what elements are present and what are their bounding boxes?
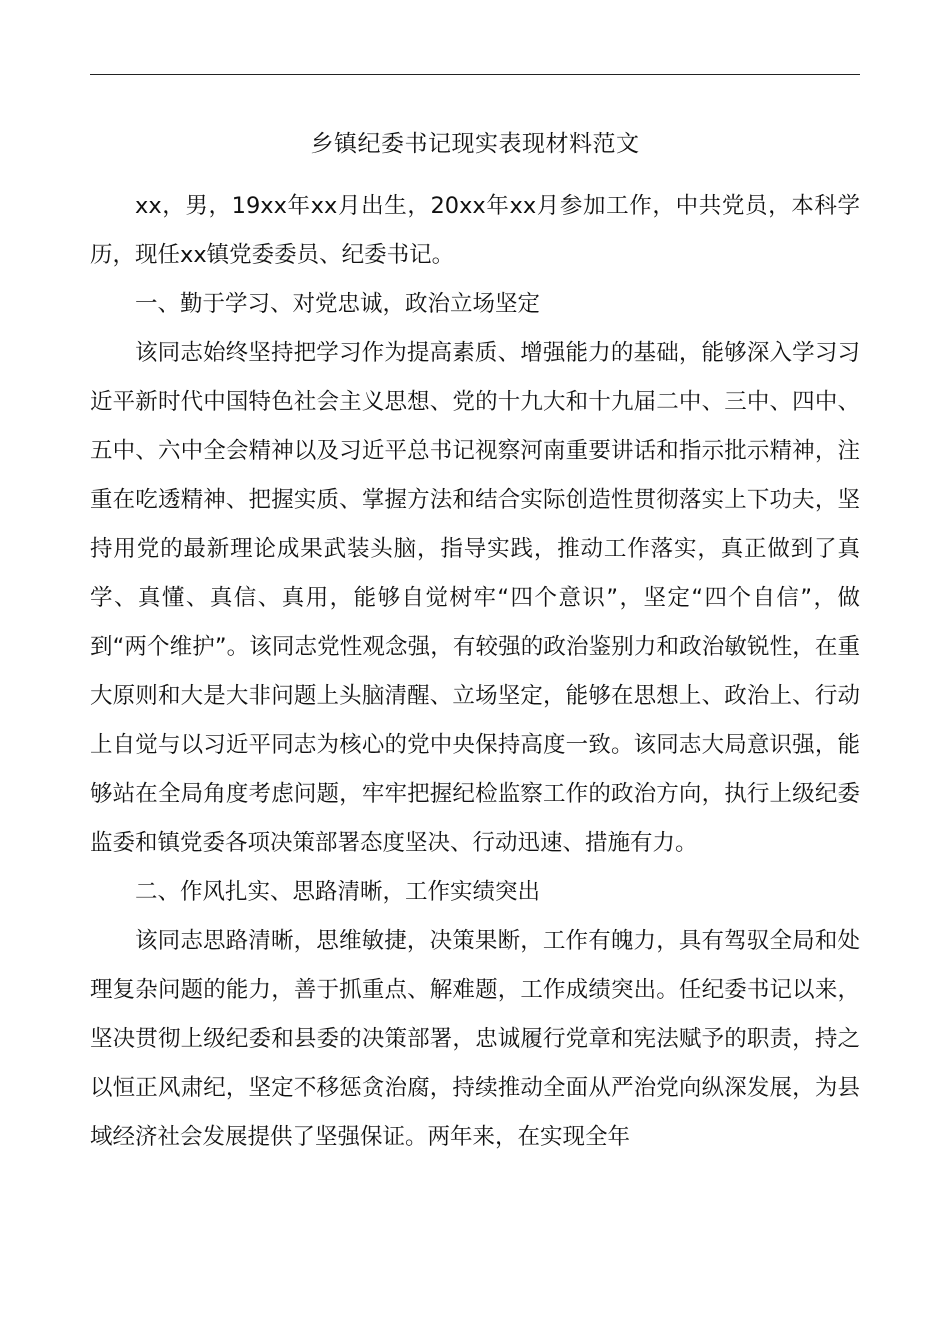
section-heading-2: 二、作风扎实、思路清晰，工作实绩突出: [135, 879, 541, 905]
section-1-paragraph: 该同志始终坚持把学习作为提高素质、增强能力的基础，能够深入学习习近平新时代中国特色社会主义思想、党的十九大和十九届二中、三中、四中、五中、六中全会精神以及习近平总书记视察河南重要讲话和指示批示精神，注重在吃透精神、把握实质、掌握方法和结合实际创造性贯彻落实上下功夫，坚持用党的最新理论成果武装头脑，指导实践，推动工作落实，真正做到了真学、真懂、真信、真用，能够自觉树牢“四个意识”，坚定“四个自信”，做到“两个维护”。该同志党性观念强，有较强的政治鉴别力和政治敏锐性，在重大原则和大是大非问题上头脑清醒、立场坚定，能够在思想上、政治上、行动上自觉与以习近平同志为核心的党中央保持高度一致。该同志大局意识强，能够站在全局角度考虑问题，牢牢把握纪检监察工作的政治方向，执行上级纪委监委和镇党委各项决策部署态度坚决、行动迅速、措施有力。: [90, 340, 860, 856]
header-divider: [90, 74, 860, 75]
section-2-paragraph: 该同志思路清晰，思维敏捷，决策果断，工作有魄力，具有驾驭全局和处理复杂问题的能力，善于抓重点、解难题，工作成绩突出。任纪委书记以来，坚决贯彻上级纪委和县委的决策部署，忠诚履行党章和宪法赋予的职责，持之以恒正风肃纪，坚定不移惩贪治腐，持续推动全面从严治党向纵深发展，为县域经济社会发展提供了坚强保证。两年来，在实现全年: [90, 928, 860, 1150]
document-title: 乡镇纪委书记现实表现材料范文: [310, 131, 640, 157]
intro-paragraph: xx，男，19xx年xx月出生，20xx年xx月参加工作，中共党员，本科学历，现任xx镇党委委员、纪委书记。: [90, 193, 860, 268]
document-body: [90, 182, 860, 1162]
section-heading-1: 一、勤于学习、对党忠诚，政治立场坚定: [135, 291, 541, 317]
